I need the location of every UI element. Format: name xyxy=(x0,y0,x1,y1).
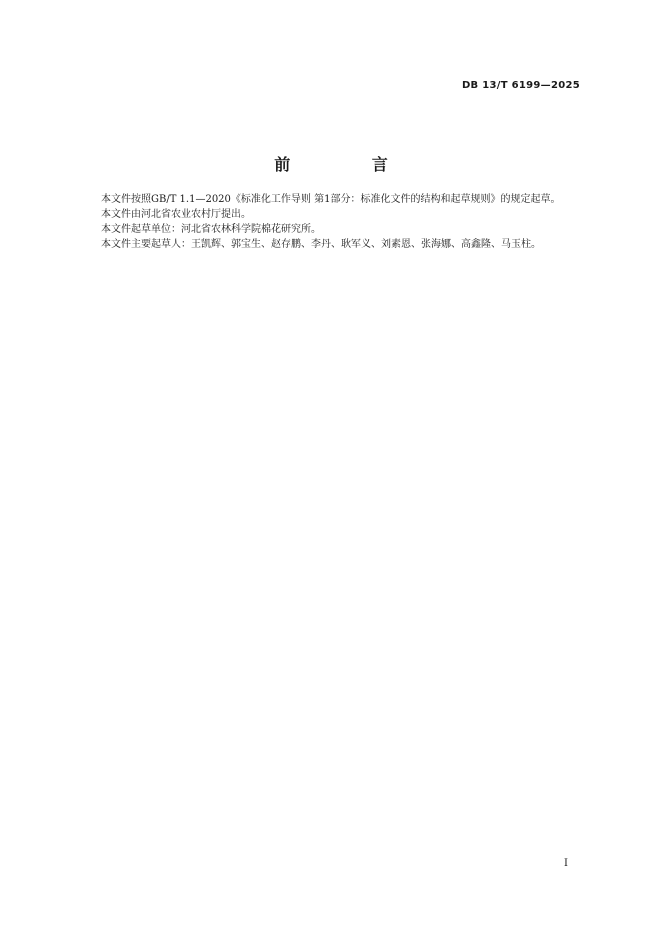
paragraph-drafting-unit: 本文件起草单位：河北省农林科学院棉花研究所。 xyxy=(101,224,321,235)
document-code: DB 13/T 6199—2025 xyxy=(461,80,580,91)
paragraph-drafters: 本文件主要起草人：王凯辉、郭宝生、赵存鹏、李丹、耿军义、刘素恩、张海娜、高鑫隆、马玉柱。 xyxy=(101,239,541,250)
page-number: I xyxy=(564,858,568,869)
paragraph-proposer: 本文件由河北省农业农村厅提出。 xyxy=(101,209,251,220)
preface-body xyxy=(81,192,583,252)
paragraph-drafting-rules: 本文件按照GB/T 1.1—2020《标准化工作导则 第1部分：标准化文件的结构和起草规则》的规定起草。 xyxy=(101,194,561,205)
page-title: 前 言 xyxy=(274,155,426,174)
